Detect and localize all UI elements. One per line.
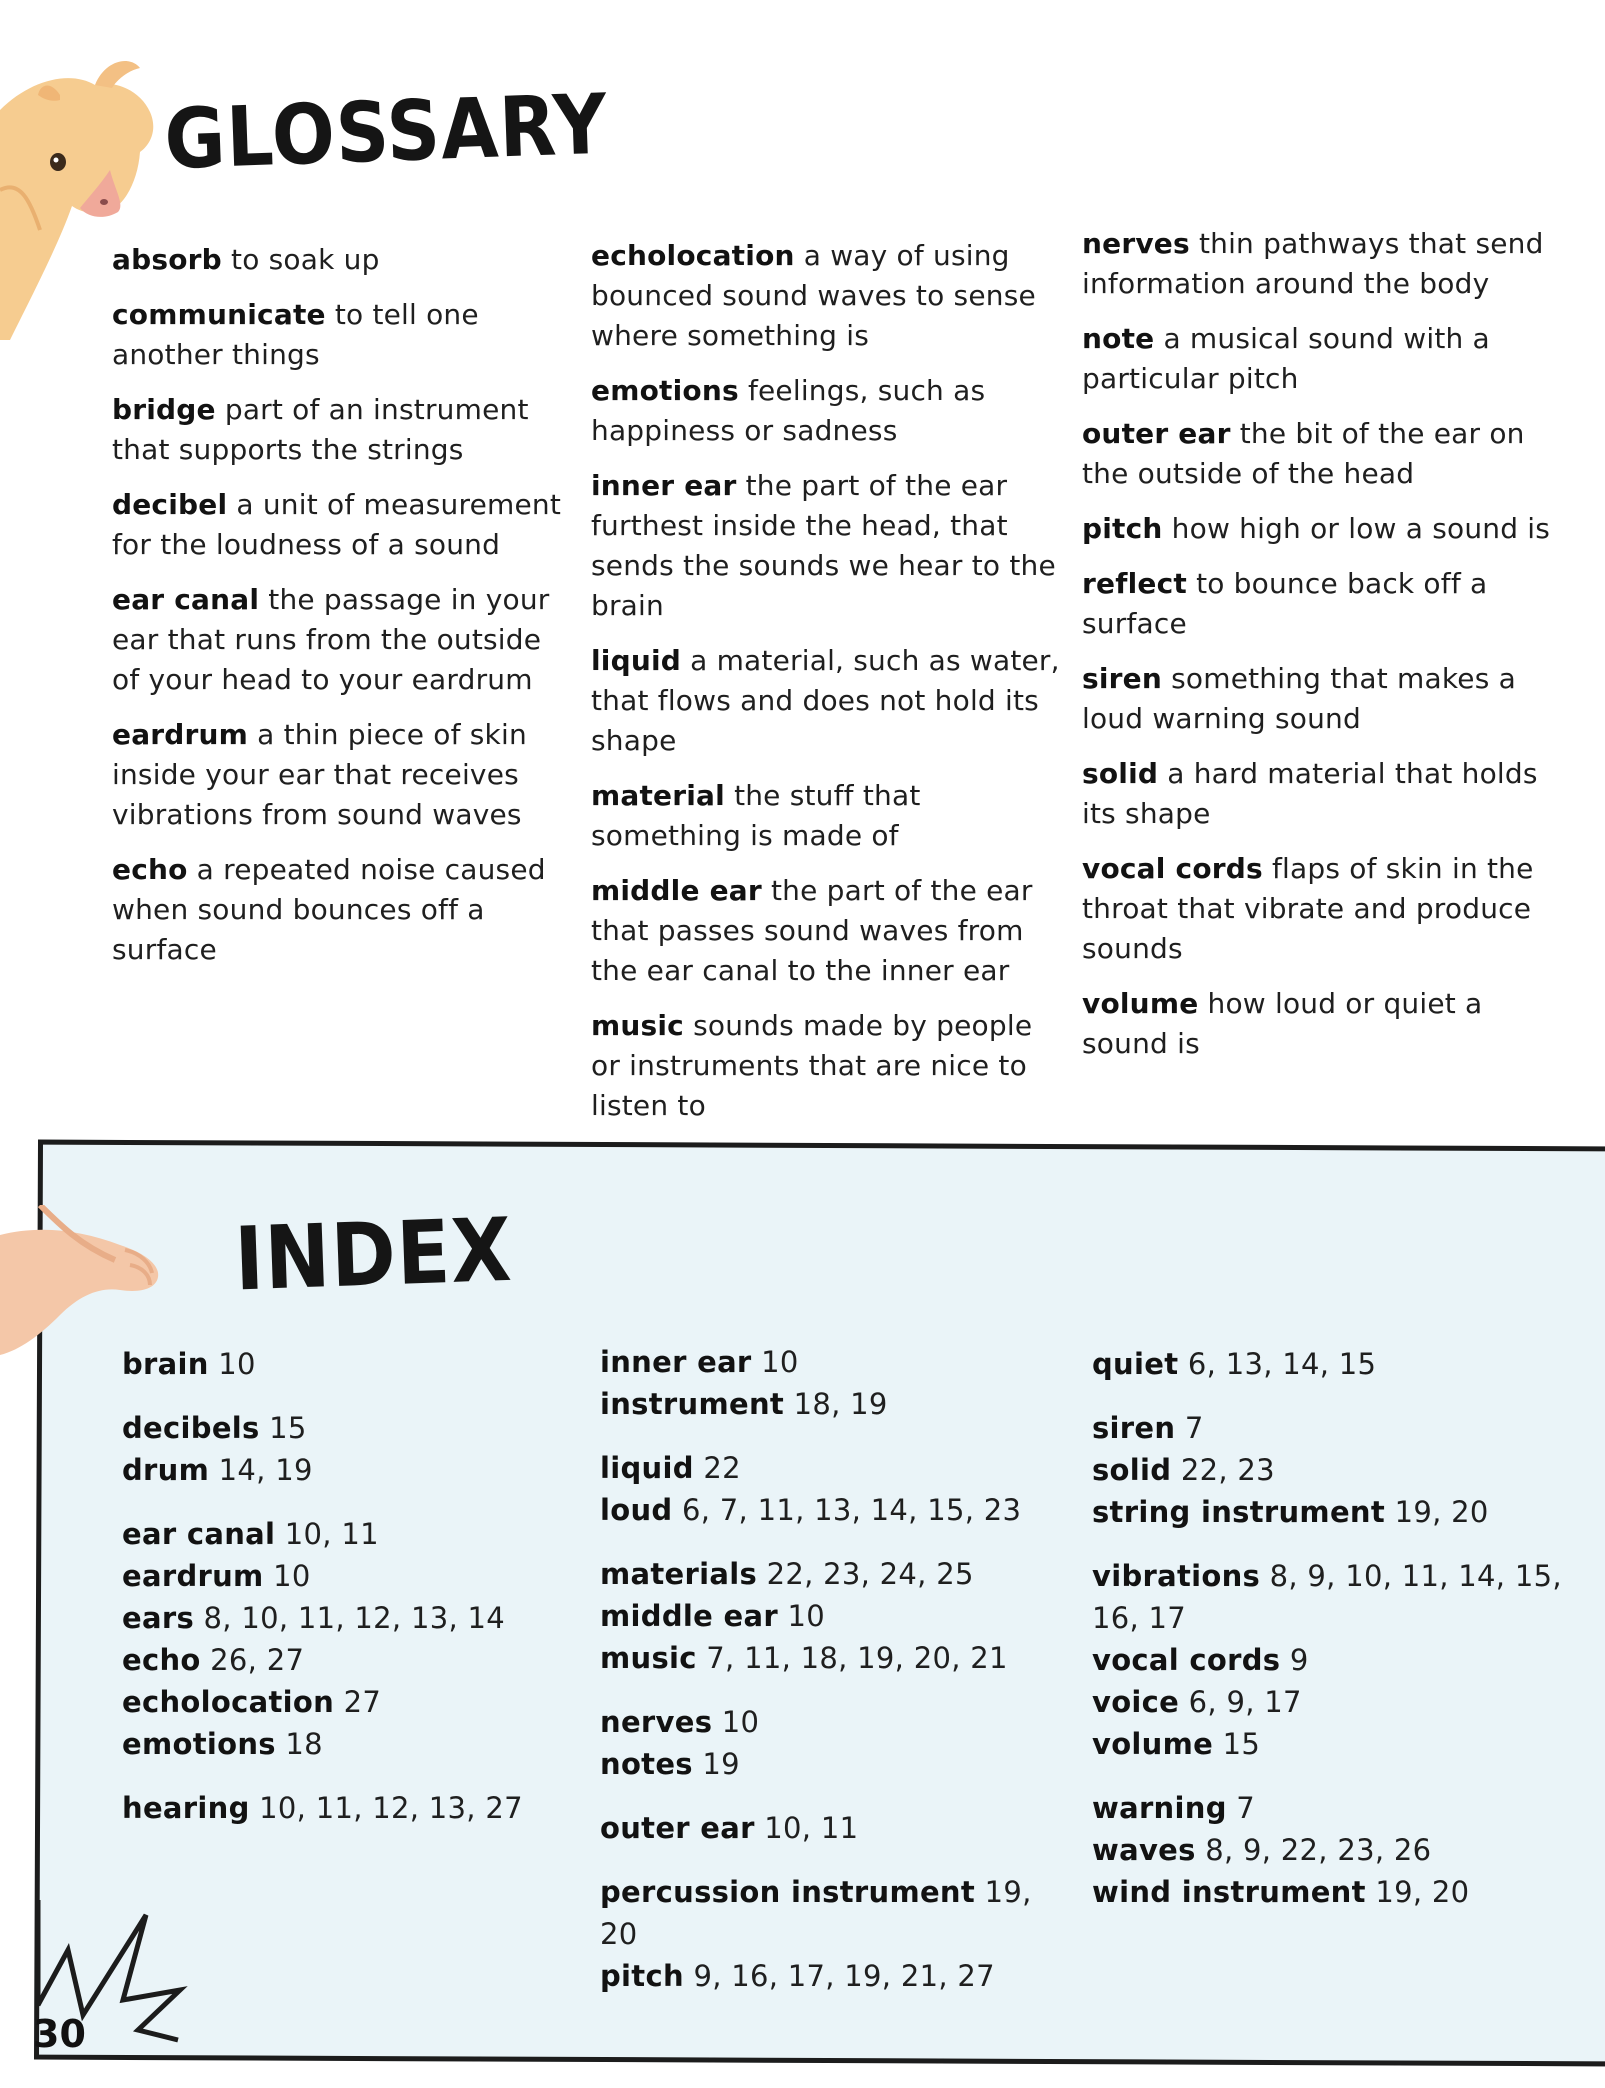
index-group [1092, 1787, 1572, 1913]
index-entry [600, 1383, 1070, 1425]
index-entry [600, 1637, 1070, 1679]
glossary-term: pitch [1082, 512, 1163, 545]
index-pages: 22, 23, 24, 25 [766, 1557, 974, 1591]
glossary-term: echolocation [591, 239, 795, 272]
glossary-term: communicate [112, 298, 326, 331]
index-pages: 14, 19 [218, 1453, 313, 1487]
glossary-term: absorb [112, 243, 222, 276]
index-pages: 26, 27 [210, 1643, 305, 1677]
index-group [122, 1343, 572, 1385]
index-entry [122, 1513, 572, 1555]
index-group [1092, 1407, 1572, 1533]
page-number: 30 [33, 2012, 86, 2056]
index-pages: 19, 20 [1375, 1875, 1470, 1909]
index-group [600, 1553, 1070, 1679]
glossary-term: echo [112, 853, 188, 886]
glossary-term: emotions [591, 374, 739, 407]
glossary-column-3 [1082, 224, 1562, 1079]
index-column-2 [600, 1341, 1070, 2019]
index-term: ears [122, 1601, 195, 1635]
index-pages: 8, 9, 10, 11, 14, 15, 16, 17 [1092, 1559, 1562, 1635]
glossary-entry [1082, 414, 1562, 494]
index-pages: 19 [702, 1747, 740, 1781]
index-entry [122, 1449, 572, 1491]
glossary-definition: a unit of measurement for the loudness of a sound [112, 488, 562, 561]
index-group [122, 1407, 572, 1491]
index-group [600, 1871, 1070, 1997]
index-pages: 22 [703, 1451, 741, 1485]
index-pages: 10 [721, 1705, 760, 1739]
glossary-term: inner ear [591, 469, 737, 502]
glossary-column-2 [591, 236, 1061, 1141]
glossary-term: reflect [1082, 567, 1187, 600]
glossary-entry [112, 240, 562, 280]
index-term: liquid [600, 1451, 694, 1485]
index-term: wind instrument [1092, 1875, 1366, 1909]
glossary-term: decibel [112, 488, 228, 521]
index-entry [1092, 1723, 1572, 1765]
index-term: music [600, 1641, 697, 1675]
index-entry [122, 1407, 572, 1449]
glossary-definition: to bounce back off a surface [1082, 567, 1488, 640]
index-group [600, 1341, 1070, 1425]
index-pages: 9, 16, 17, 19, 21, 27 [693, 1959, 995, 1993]
index-entry [600, 1743, 1070, 1785]
glossary-entry [112, 295, 562, 375]
glossary-entry [591, 641, 1061, 761]
index-entry [1092, 1639, 1572, 1681]
index-pages: 10, 11 [764, 1811, 859, 1845]
index-entry [1092, 1491, 1572, 1533]
glossary-entry [112, 390, 562, 470]
index-term: siren [1092, 1411, 1176, 1445]
glossary-entry [1082, 509, 1562, 549]
glossary-definition: thin pathways that send information around the body [1082, 227, 1544, 300]
glossary-definition: a repeated noise caused when sound bounces off a surface [112, 853, 546, 966]
glossary-term: ear canal [112, 583, 260, 616]
glossary-title: GLOSSARY [163, 76, 610, 189]
index-term: emotions [122, 1727, 276, 1761]
glossary-entry [112, 580, 562, 700]
glossary-entry [591, 871, 1061, 991]
index-term: outer ear [600, 1811, 755, 1845]
index-term: hearing [122, 1791, 250, 1825]
index-entry [122, 1723, 572, 1765]
index-pages: 6, 7, 11, 13, 14, 15, 23 [682, 1493, 1022, 1527]
glossary-term: nerves [1082, 227, 1190, 260]
index-term: quiet [1092, 1347, 1179, 1381]
index-term: nerves [600, 1705, 713, 1739]
index-pages: 18, 19 [793, 1387, 888, 1421]
index-entry [600, 1701, 1070, 1743]
glossary-term: siren [1082, 662, 1162, 695]
glossary-entry [591, 371, 1061, 451]
index-group [600, 1447, 1070, 1531]
glossary-term: vocal cords [1082, 852, 1263, 885]
index-term: notes [600, 1747, 693, 1781]
glossary-definition: to tell one another things [112, 298, 479, 371]
index-entry [600, 1489, 1070, 1531]
index-entry [122, 1787, 572, 1829]
glossary-column-1 [112, 240, 562, 985]
glossary-entry [591, 1006, 1061, 1126]
glossary-term: material [591, 779, 725, 812]
glossary-entry [112, 850, 562, 970]
index-term: voice [1092, 1685, 1180, 1719]
glossary-term: bridge [112, 393, 216, 426]
index-pages: 22, 23 [1180, 1453, 1275, 1487]
index-entry [122, 1639, 572, 1681]
index-pages: 10 [218, 1347, 256, 1381]
glossary-definition: feelings, such as happiness or sadness [591, 374, 986, 447]
glossary-definition: the stuff that something is made of [591, 779, 921, 852]
index-entry [1092, 1555, 1572, 1639]
index-pages: 6, 9, 17 [1188, 1685, 1302, 1719]
index-term: inner ear [600, 1345, 752, 1379]
index-pages: 10, 11 [284, 1517, 379, 1551]
index-column-1 [122, 1343, 572, 1851]
glossary-definition: the passage in your ear that runs from the outside of your head to your eardrum [112, 583, 550, 696]
glossary-definition: a musical sound with a particular pitch [1082, 322, 1490, 395]
glossary-entry [591, 236, 1061, 356]
index-term: string instrument [1092, 1495, 1386, 1529]
glossary-entry [1082, 564, 1562, 644]
index-group [1092, 1555, 1572, 1765]
glossary-term: middle ear [591, 874, 762, 907]
index-pages: 7, 11, 18, 19, 20, 21 [706, 1641, 1008, 1675]
index-pages: 8, 10, 11, 12, 13, 14 [203, 1601, 505, 1635]
glossary-definition: the bit of the ear on the outside of the head [1082, 417, 1525, 490]
index-pages: 18 [285, 1727, 323, 1761]
index-term: materials [600, 1557, 758, 1591]
index-entry [1092, 1829, 1572, 1871]
index-pages: 15 [269, 1411, 307, 1445]
glossary-entry [112, 485, 562, 565]
index-term: brain [122, 1347, 209, 1381]
index-term: ear canal [122, 1517, 276, 1551]
index-pages: 9 [1289, 1643, 1309, 1677]
index-pages: 10 [273, 1559, 311, 1593]
index-pages: 6, 13, 14, 15 [1187, 1347, 1377, 1381]
glossary-definition: a material, such as water, that flows and does not hold its shape [591, 644, 1060, 757]
glossary-entry [1082, 754, 1562, 834]
glossary-definition: something that makes a loud warning sound [1082, 662, 1516, 735]
index-entry [1092, 1407, 1572, 1449]
glossary-entry [1082, 659, 1562, 739]
glossary-definition: how loud or quiet a sound is [1082, 987, 1483, 1060]
glossary-term: music [591, 1009, 684, 1042]
glossary-entry [1082, 319, 1562, 399]
glossary-definition: flaps of skin in the throat that vibrate and produce sounds [1082, 852, 1534, 965]
glossary-definition: the part of the ear that passes sound waves from the ear canal to the inner ear [591, 874, 1033, 987]
index-entry [1092, 1343, 1572, 1385]
index-group [600, 1807, 1070, 1849]
index-entry [600, 1595, 1070, 1637]
index-term: solid [1092, 1453, 1172, 1487]
index-title: INDEX [233, 1200, 514, 1311]
glossary-definition: a way of using bounced sound waves to sense where something is [591, 239, 1036, 352]
index-pages: 7 [1236, 1791, 1256, 1825]
index-term: warning [1092, 1791, 1227, 1825]
index-term: eardrum [122, 1559, 264, 1593]
index-term: percussion instrument [600, 1875, 976, 1909]
index-term: instrument [600, 1387, 785, 1421]
index-entry [600, 1807, 1070, 1849]
index-term: echo [122, 1643, 201, 1677]
index-pages: 19, 20 [600, 1875, 1032, 1951]
index-term: vibrations [1092, 1559, 1261, 1593]
index-group [122, 1787, 572, 1829]
index-term: drum [122, 1453, 210, 1487]
glossary-definition: a thin piece of skin inside your ear that receives vibrations from sound waves [112, 718, 527, 831]
glossary-term: solid [1082, 757, 1159, 790]
index-pages: 27 [343, 1685, 382, 1719]
clapping-hands-illustration [0, 1205, 170, 1360]
glossary-definition: a hard material that holds its shape [1082, 757, 1538, 830]
index-group [600, 1701, 1070, 1785]
index-term: echolocation [122, 1685, 335, 1719]
index-term: volume [1092, 1727, 1214, 1761]
index-entry [122, 1343, 572, 1385]
glossary-definition: the part of the ear furthest inside the head, that sends the sounds we hear to the brain [591, 469, 1056, 622]
glossary-entry [591, 466, 1061, 626]
glossary-definition: how high or low a sound is [1171, 512, 1551, 545]
glossary-term: eardrum [112, 718, 249, 751]
index-pages: 8, 9, 22, 23, 26 [1205, 1833, 1432, 1867]
index-entry [600, 1553, 1070, 1595]
index-entry [1092, 1787, 1572, 1829]
index-entry [1092, 1449, 1572, 1491]
index-pages: 15 [1222, 1727, 1261, 1761]
index-pages: 7 [1184, 1411, 1204, 1445]
glossary-entry [591, 776, 1061, 856]
index-term: middle ear [600, 1599, 778, 1633]
index-pages: 19, 20 [1394, 1495, 1489, 1529]
glossary-entry [1082, 849, 1562, 969]
index-entry [600, 1447, 1070, 1489]
index-column-3 [1092, 1343, 1572, 1935]
index-entry [600, 1871, 1070, 1955]
glossary-definition: to soak up [231, 243, 380, 276]
index-term: loud [600, 1493, 673, 1527]
index-entry [600, 1341, 1070, 1383]
glossary-term: outer ear [1082, 417, 1231, 450]
index-entry [600, 1955, 1070, 1997]
index-term: pitch [600, 1959, 684, 1993]
glossary-entry [112, 715, 562, 835]
glossary-definition: sounds made by people or instruments that are nice to listen to [591, 1009, 1033, 1122]
glossary-term: liquid [591, 644, 682, 677]
index-term: vocal cords [1092, 1643, 1281, 1677]
index-entry [122, 1597, 572, 1639]
index-pages: 10 [761, 1345, 799, 1379]
glossary-term: volume [1082, 987, 1199, 1020]
index-group [1092, 1343, 1572, 1385]
index-entry [1092, 1871, 1572, 1913]
index-term: decibels [122, 1411, 260, 1445]
index-term: waves [1092, 1833, 1196, 1867]
index-group [122, 1513, 572, 1765]
index-entry [1092, 1681, 1572, 1723]
glossary-term: note [1082, 322, 1155, 355]
index-entry [122, 1555, 572, 1597]
index-entry [122, 1681, 572, 1723]
index-pages: 10 [787, 1599, 825, 1633]
glossary-entry [1082, 984, 1562, 1064]
index-pages: 10, 11, 12, 13, 27 [259, 1791, 523, 1825]
glossary-definition: part of an instrument that supports the strings [112, 393, 529, 466]
glossary-entry [1082, 224, 1562, 304]
